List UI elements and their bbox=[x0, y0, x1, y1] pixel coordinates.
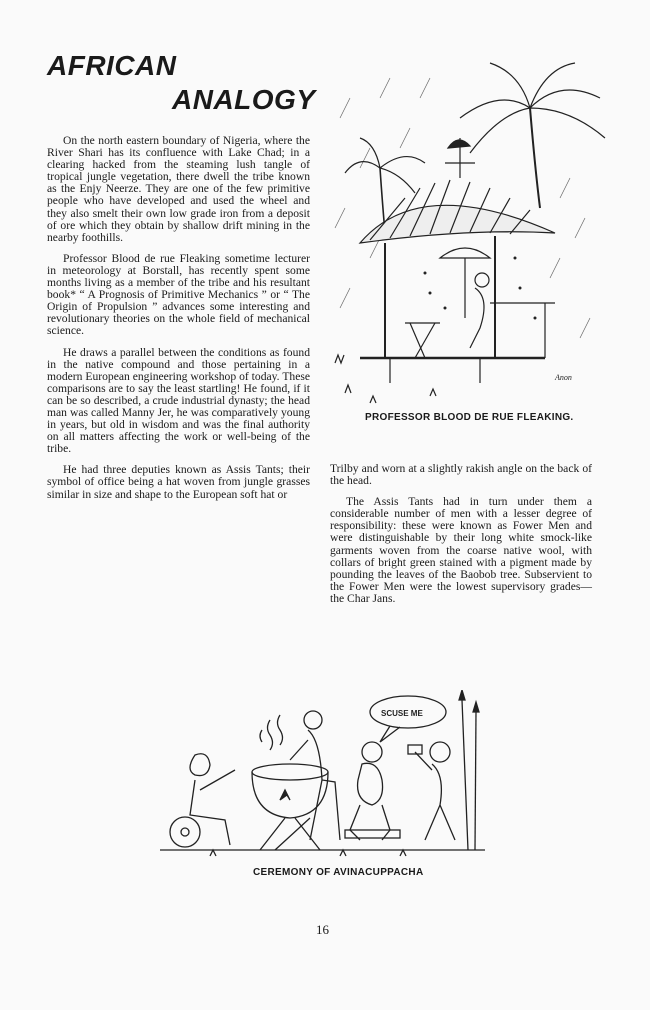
paragraph: The Assis Tants had in turn under them a considerable number of men with a lesser degree of responsibility: these were known as Fower Men and were distinguishable by their long white smock-like garments woven from the coarse native wool, with collars of bright green stained with a pigment made by pounding the leaves of the Baobob tree. Subservient to the Fower Men were the lowest supervisory grades—the Char Jans. bbox=[330, 495, 592, 605]
speech-bubble-text: SCUSE ME bbox=[381, 709, 423, 718]
paragraph: Professor Blood de rue Fleaking sometime lecturer in meteorology at Borstall, has recently spent some months living as a member of the tribe and his resultant book* “ A Prognosis of Primitive Mechanics ” or “ The Origin of Propulsion ” advances some interesting and revolutionary theories on the whole field of mechanical science. bbox=[47, 251, 310, 338]
article-title-line-1: AFRICAN bbox=[47, 50, 177, 81]
ceremony-illustration bbox=[150, 690, 500, 865]
article-title-line-2: ANALOGY bbox=[172, 84, 316, 115]
left-text-column bbox=[47, 135, 310, 510]
paragraph: On the north eastern boundary of Nigeria, where the River Shari has its confluence with Lake Chad; in a clearing hacked from the steaming lush tangle of tropical jungle vegetation, there dwell the tribe known as the Enjy Neerze. They are one of the few primitive people who have developed and used the wheel and they also smelt their own low grade iron from a deposit of ore which they obtain by shallow drift mining in the nearby foothills. bbox=[47, 134, 310, 244]
right-text-column bbox=[330, 463, 592, 614]
bottom-illustration-caption: CEREMONY OF AVINACUPPACHA bbox=[253, 867, 424, 878]
signature-top: Anon bbox=[555, 373, 572, 382]
paragraph: He draws a parallel between the conditions as found in the native compound and those pertaining in a modern European engineering workshop of today. These comparisons are to say the least startling! He found, if it can be so described, a crude industrial dynasty; the head man was called Manny Jer, he was comparatively young in years, but old in wisdom and was the final authority on all matters affecting the work or well-being of the tribe. bbox=[47, 345, 310, 456]
paragraph: He had three deputies known as Assis Tants; their symbol of office being a hat woven from jungle grasses similar in size and shape to the European soft hat or bbox=[47, 463, 310, 501]
professor-hut-illustration bbox=[330, 58, 612, 413]
paragraph: Trilby and worn at a slightly rakish angle on the back of the head. bbox=[330, 462, 592, 488]
top-illustration-caption: PROFESSOR BLOOD DE RUE FLEAKING. bbox=[365, 412, 574, 423]
page-number: 16 bbox=[316, 922, 329, 937]
